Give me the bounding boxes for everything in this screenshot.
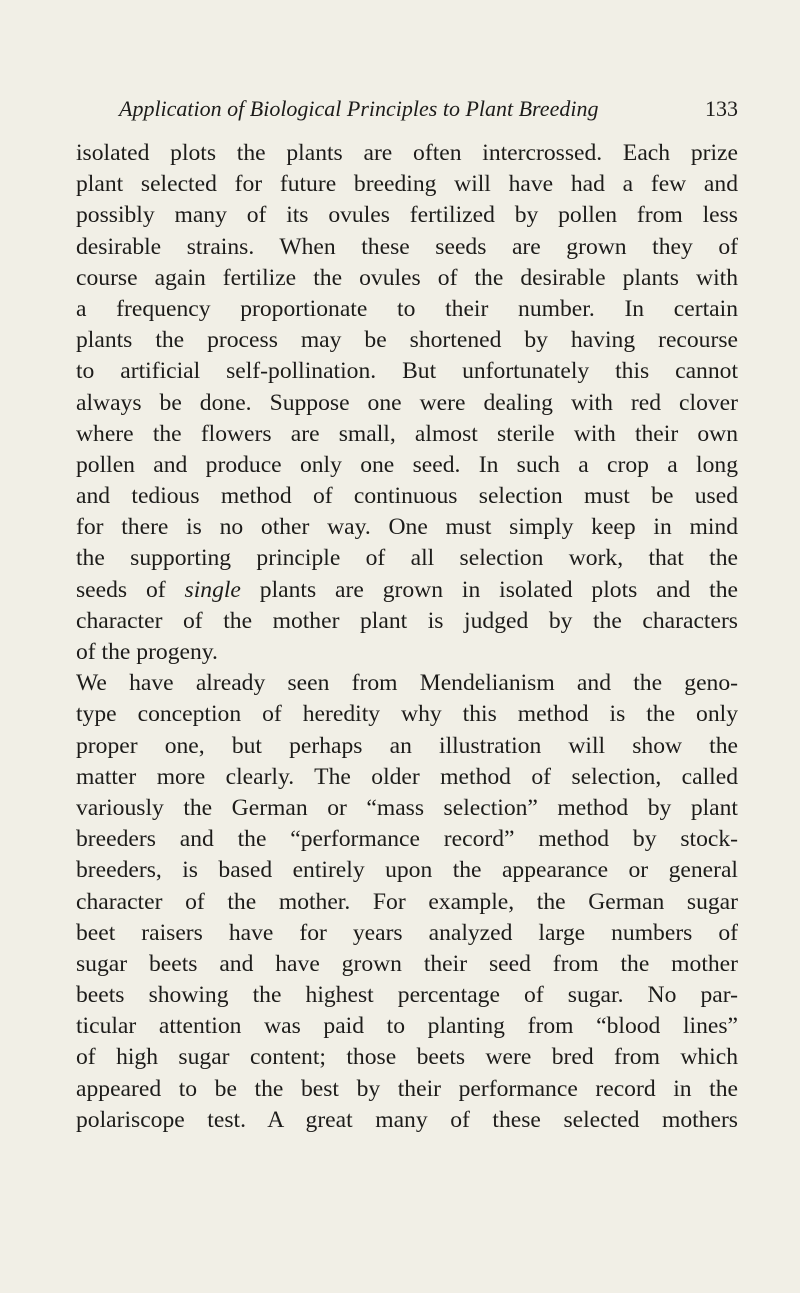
text-line: beet raisers have for years analyzed large numbers of (76, 919, 738, 946)
text-line: isolated plots the plants are often intercrossed. Each prize (76, 140, 738, 166)
text-line: breeders and the “performance record” method by stock- (76, 826, 738, 853)
text-line: and tedious method of continuous selection must be used (76, 483, 738, 510)
text-line: beets showing the highest percentage of sugar. No par- (76, 982, 738, 1009)
text-line: plants the process may be shortened by having recourse (76, 327, 738, 354)
text-line: where the flowers are small, almost sterile with their own (76, 420, 738, 447)
text-line: type conception of heredity why this method is the only (76, 701, 738, 728)
body-text (76, 138, 738, 1136)
text-segment: seeds of (76, 576, 166, 603)
paragraph-end-line: of the progeny. (76, 639, 218, 665)
text-line: proper one, but perhaps an illustration will show the (76, 732, 738, 759)
text-line: sugar beets and have grown their seed from the mother (76, 950, 738, 977)
text-line: pollen and produce only one seed. In such a crop a long (76, 451, 738, 478)
text-line: course again fertilize the ovules of the desirable plants with (76, 264, 738, 291)
text-line: matter more clearly. The older method of selection, called (76, 763, 738, 790)
text-line: possibly many of its ovules fertilized by pollen from less (76, 202, 738, 229)
text-line: polariscope test. A great many of these selected mothers (76, 1106, 738, 1133)
text-line: character of the mother plant is judged by the characters (76, 607, 738, 634)
running-head-title: Application of Biological Principles to Plant Breeding (119, 96, 599, 121)
text-line: ticular attention was paid to planting from “blood lines” (76, 1013, 738, 1040)
paragraph-start-line: We have already seen from Mendelianism and the geno- (76, 670, 738, 697)
emphasized-word: single (184, 576, 241, 603)
text-line: breeders, is based entirely upon the appearance or general (76, 857, 738, 884)
text-line-with-emphasis (76, 575, 738, 606)
text-line: to artificial self-pollination. But unfortunately this cannot (76, 358, 738, 385)
running-head (119, 94, 738, 124)
text-line: for there is no other way. One must simply keep in mind (76, 514, 738, 541)
text-line: a frequency proportionate to their number. In certain (76, 295, 738, 322)
text-segment: plants are grown in isolated plots and the (259, 576, 738, 603)
page-number: 133 (705, 96, 738, 121)
text-line: variously the German or “mass selection” method by plant (76, 794, 738, 821)
text-line: the supporting principle of all selection work, that the (76, 545, 738, 572)
text-line: character of the mother. For example, the German sugar (76, 888, 738, 915)
text-line: desirable strains. When these seeds are grown they of (76, 233, 738, 260)
text-line: plant selected for future breeding will have had a few and (76, 171, 738, 198)
text-line: of high sugar content; those beets were bred from which (76, 1044, 738, 1071)
text-line: appeared to be the best by their performance record in the (76, 1075, 738, 1102)
text-line: always be done. Suppose one were dealing with red clover (76, 389, 738, 416)
